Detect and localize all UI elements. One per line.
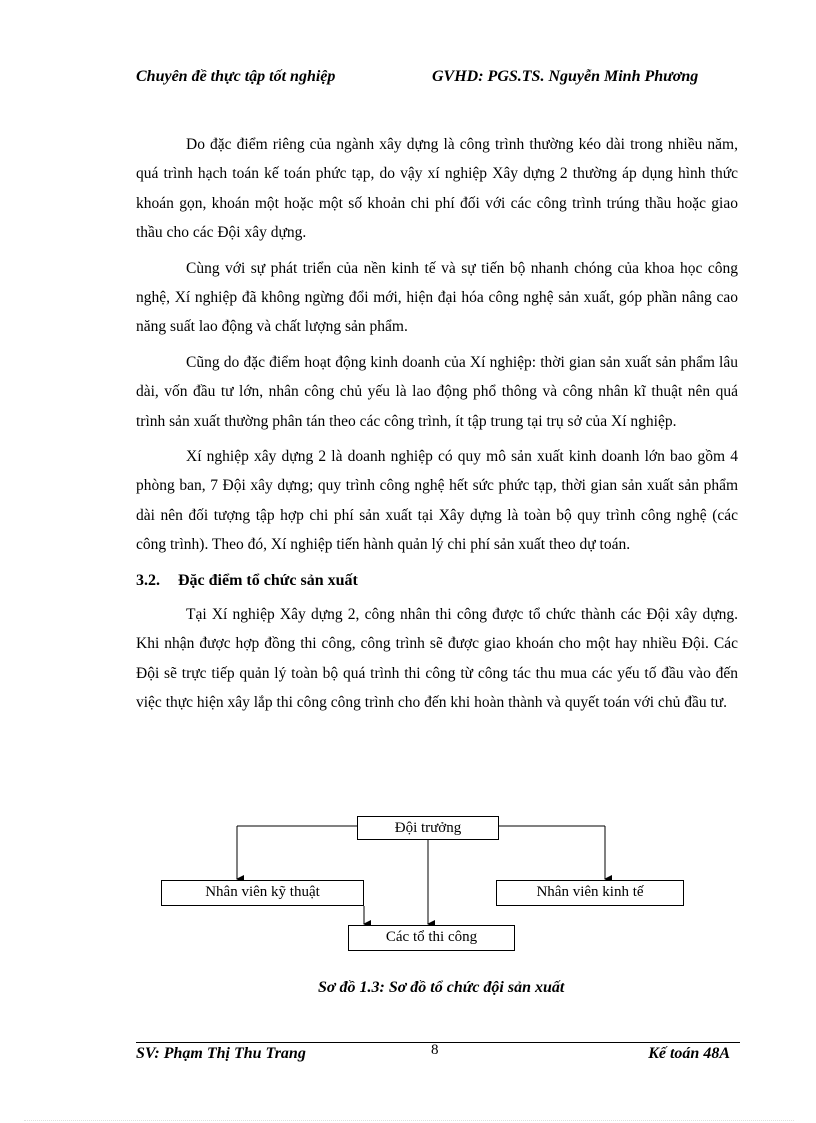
org-node-economic-staff: Nhân viên kinh tế	[496, 880, 684, 906]
document-body	[136, 130, 738, 723]
section-number: 3.2.	[136, 571, 160, 589]
page-edge-divider	[24, 1120, 794, 1121]
page-number: 8	[431, 1042, 439, 1058]
header-supervisor: GVHD: PGS.TS. Nguyễn Minh Phương	[432, 68, 699, 85]
org-node-technical-staff: Nhân viên kỹ thuật	[161, 880, 364, 906]
org-node-construction-teams: Các tổ thi công	[348, 925, 515, 951]
org-node-leader: Đội trưởng	[357, 816, 499, 840]
header-title: Chuyên đề thực tập tốt nghiệp	[136, 68, 336, 85]
section-heading	[136, 566, 738, 596]
footer-student: SV: Phạm Thị Thu Trang	[136, 1045, 306, 1062]
footer-class: Kế toán 48A	[648, 1045, 730, 1062]
section-title: Đặc điểm tổ chức sản xuất	[178, 571, 358, 589]
diagram-caption: Sơ đồ 1.3: Sơ đồ tổ chức đội sản xuất	[318, 979, 565, 996]
paragraph-2: Cùng với sự phát triển của nền kinh tế và sự tiến bộ nhanh chóng của khoa học công nghệ, Xí nghiệp đã không ngừng đổi mới, hiện đại hóa công nghệ sản xuất, góp phần nâng cao năng suất lao động và chất lượng sản phẩm.	[136, 259, 738, 336]
paragraph-1: Do đặc điểm riêng của ngành xây dựng là công trình thường kéo dài trong nhiều năm, quá trình hạch toán kế toán phức tạp, do vậy xí nghiệp Xây dựng 2 thường áp dụng hình thức khoán gọn, khoán một hoặc một số khoản chi phí đối với các công trình trúng thầu hoặc giao thầu cho các Đội xây dựng.	[136, 136, 738, 242]
page-header	[136, 68, 732, 90]
paragraph-3: Cũng do đặc điểm hoạt động kinh doanh của Xí nghiệp: thời gian sản xuất sản phẩm lâu dài, vốn đầu tư lớn, nhân công chủ yếu là lao động phổ thông và công nhân kĩ thuật nên quá trình sản xuất thường phân tán theo các công trình, ít tập trung tại trụ sở của Xí nghiệp.	[136, 353, 738, 430]
paragraph-5: Tại Xí nghiệp Xây dựng 2, công nhân thi công được tổ chức thành các Đội xây dựng. Khi nhận được hợp đồng thi công, công trình sẽ được giao khoán cho một hay nhiều Đội. Các Đội sẽ trực tiếp quản lý toàn bộ quá trình thi công từ công tác thu mua các yếu tố đầu vào đến việc thực hiện xây lắp thi công công trình cho đến khi hoàn thành và quyết toán với chủ đầu tư.	[136, 605, 738, 711]
page-footer	[136, 1042, 740, 1067]
paragraph-4: Xí nghiệp xây dựng 2 là doanh nghiệp có quy mô sản xuất kinh doanh lớn bao gồm 4 phòng ban, 7 Đội xây dựng; quy trình công nghệ hết sức phức tạp, thời gian sản xuất sản phẩm dài nên đối tượng tập hợp chi phí sản xuất tại Xây dựng là toàn bộ quy trình công nghệ (các công trình). Theo đó, Xí nghiệp tiến hành quản lý chi phí sản xuất theo dự toán.	[136, 448, 738, 554]
